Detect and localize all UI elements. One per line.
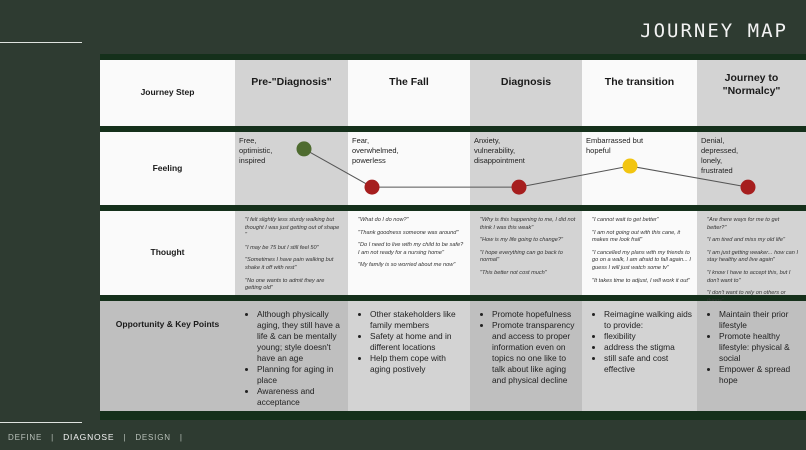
breadcrumb: [8, 432, 189, 442]
breadcrumb-design[interactable]: DESIGN: [135, 433, 171, 442]
thought-quote: "This better not cost much": [480, 269, 547, 276]
opportunity-item: • Other stakeholders like family members: [370, 309, 466, 331]
breadcrumb-separator: |: [179, 433, 183, 442]
journey-map-board: [100, 54, 806, 420]
row-label: Thought: [150, 247, 185, 257]
opportunity-item: • Although physically aging, they still have a life & can be mentally young; style doesn't have an age: [257, 309, 344, 364]
thought-quote: "I felt slightly less sturdy walking but thought I was just getting out of shape ": [245, 217, 340, 239]
step-title: The transition: [604, 76, 675, 88]
opportunity-item: • Maintain their prior lifestyle: [719, 309, 802, 331]
thought-quote: "Are there ways for me to get better?": [707, 217, 780, 231]
thought-quote: "My family is so worried about me now": [358, 262, 456, 269]
opportunity-item: • Empower & spread hope: [719, 364, 802, 386]
feeling-text: Denial, depressed, lonely, frustrated: [701, 136, 739, 175]
step-title: Diagnosis: [500, 76, 552, 88]
thought-quote: "Thank goodness someone was around": [358, 229, 459, 236]
feeling-text: Embarrassed but hopeful: [586, 136, 644, 155]
top-rule: [0, 42, 82, 43]
step-title: Journey to "Normalcy": [722, 72, 781, 97]
thought-quote: "No one wants to admit they are getting old": [245, 277, 325, 292]
feeling-text: Free, optimistic, inspired: [239, 136, 273, 165]
thought-quote: "Sometimes I have pain walking but shake it off with rest": [245, 257, 334, 271]
breadcrumb-define[interactable]: DEFINE: [8, 433, 43, 442]
breadcrumb-separator: |: [51, 433, 55, 442]
opportunity-item: • Safety at home and in different locations: [370, 331, 466, 353]
step-title: Pre-"Diagnosis": [251, 76, 332, 88]
thought-quote: "I know I have to accept this, but I don't want to": [707, 269, 791, 284]
step-title: The Fall: [389, 76, 429, 88]
opportunity-item: • address the stigma: [604, 342, 693, 353]
opportunity-item: • Promote hopefulness: [492, 309, 578, 320]
breadcrumb-separator: |: [123, 433, 127, 442]
opportunity-item: • Awareness and acceptance: [257, 386, 344, 408]
opportunity-item: • still safe and cost effective: [604, 353, 693, 375]
thought-quote: "Why is this happening to me, I did not think I was this weak": [480, 217, 576, 231]
emotion-point-pre-diagnosis: [297, 141, 312, 156]
thought-quote: "I am just getting weaker... how can I stay healthy and live again": [707, 249, 799, 264]
opportunity-item: • flexibility: [604, 331, 693, 342]
thought-quote: "I cancelled my plans with my friends to go on a walk, I am afraid to fall again... I guess I will just watch some tv": [592, 249, 691, 271]
emotion-point-diagnosis: [512, 180, 527, 195]
thought-quote: "Do I need to live with my child to be safe? I am not ready for a nursing home": [358, 242, 464, 256]
bottom-rule: [0, 422, 82, 423]
thought-quote: "How is my life going to change?": [480, 237, 563, 244]
feeling-text: Fear, overwhelmed, powerless: [352, 136, 399, 165]
emotion-point-the-transition: [623, 159, 638, 174]
emotion-point-journey-to-normalcy: [741, 180, 756, 195]
opportunity-item: • Promote healthy lifestyle: physical & social: [719, 331, 802, 364]
row-label: Feeling: [152, 162, 183, 173]
thought-quote: "I cannot wait to get better": [592, 217, 659, 223]
row-label: Journey Step: [140, 87, 195, 97]
opportunity-item: • Planning for aging in place: [257, 364, 344, 386]
emotion-curve: [100, 54, 806, 420]
thought-quote: "I hope everything can go back to normal": [480, 249, 563, 264]
thought-quote: "It takes time to adjust, I will work it out": [592, 277, 690, 284]
thought-quote: "I may be 75 but I still feel 50": [245, 244, 319, 251]
opportunity-item: • Reimagine walking aids to provide:: [604, 309, 693, 331]
thought-quote: "I don't want to rely on others or: [707, 290, 786, 297]
opportunity-item: • Promote transparency and access to proper information even on topics no one like to talk about like aging and physical decline: [492, 320, 578, 386]
thought-quote: "I am tired and miss my old life": [707, 237, 785, 244]
feeling-text: Anxiety, vulnerability, disappointment: [474, 136, 525, 165]
page-title: JOURNEY MAP: [640, 20, 788, 42]
breadcrumb-diagnose[interactable]: DIAGNOSE: [63, 432, 115, 442]
opportunity-item: • Help them cope with aging postively: [370, 353, 466, 375]
row-label: Opportunity & Key Points: [115, 319, 220, 329]
emotion-point-the-fall: [365, 180, 380, 195]
thought-quote: "What do I do now?": [358, 217, 409, 223]
thought-quote: "I am not going out with this cane, it makes me look frail": [592, 229, 681, 244]
